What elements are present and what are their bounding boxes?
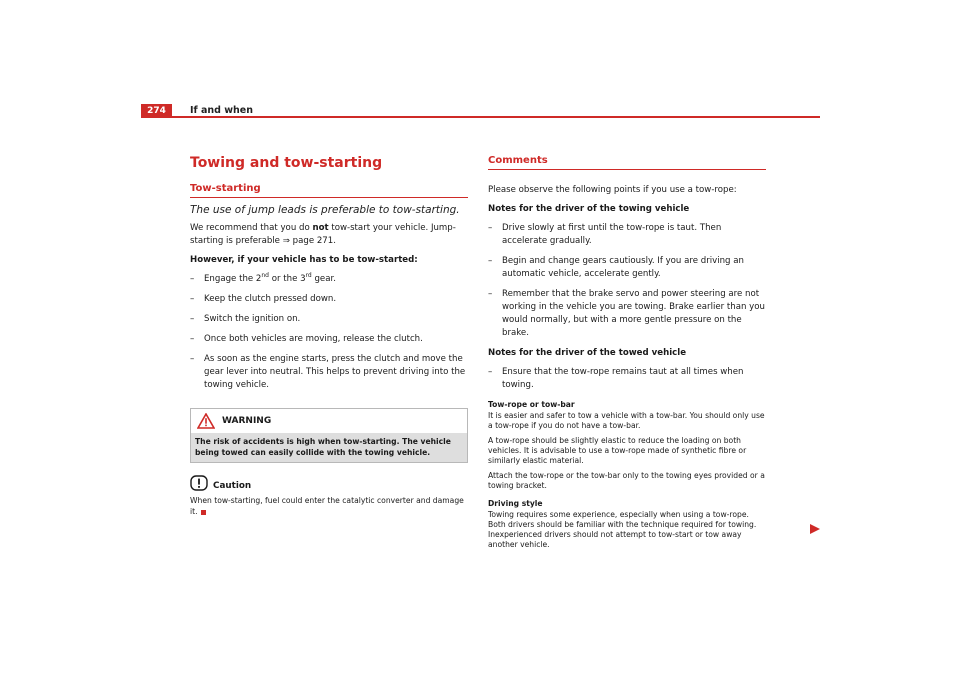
section-title: Towing and tow-starting [190, 155, 383, 171]
tow-rope-paragraph: Attach the tow-rope or the tow-bar only to the towing eyes provided or a towing bracket. [488, 471, 765, 490]
caution-header [190, 475, 468, 493]
caution-exclamation-icon [190, 475, 208, 491]
lead-text: The use of jump leads is preferable to tow-starting. [190, 204, 460, 216]
list-item: – Engage the 2nd or the 3rd gear. [190, 272, 336, 284]
comments-title: Comments [488, 154, 766, 170]
tow-rope-heading: Tow-rope or tow-bar [488, 400, 575, 409]
list-item: – As soon as the engine starts, press the clutch and move the gear lever into neutral. This helps to prevent driving into the towing vehicle. [190, 354, 466, 390]
caution-text: When tow-starting, fuel could enter the catalytic converter and damage it. [190, 496, 464, 516]
warning-title: WARNING [222, 416, 272, 426]
list-item: – Drive slowly at first until the tow-rope is taut. Then accelerate gradually. [488, 223, 722, 246]
subsection-title: Tow-starting [190, 182, 468, 198]
driving-style-heading: Driving style [488, 499, 543, 508]
left-column [190, 154, 468, 517]
steps-heading: However, if your vehicle has to be tow-started: [190, 255, 418, 265]
list-item: – Keep the clutch pressed down. [190, 294, 337, 304]
list-item: – Once both vehicles are moving, release the clutch. [190, 334, 423, 344]
driving-style-paragraph: Towing requires some experience, especially when using a tow-rope. Both drivers should be familiar with the technique required for towing. Inexperienced drivers should not attempt to tow-start or tow away another vehicle. [488, 510, 757, 549]
warning-box [190, 408, 468, 463]
page-reference-link[interactable]: page 271. [289, 236, 336, 246]
list-item: – Switch the ignition on. [190, 314, 301, 324]
header-rule [141, 116, 820, 118]
tow-rope-paragraph: It is easier and safer to tow a vehicle with a tow-bar. You should only use a tow-rope if you do not have a tow-bar. [488, 411, 765, 430]
caution-title: Caution [213, 481, 252, 491]
intro-paragraph: We recommend that you do not tow-start your vehicle. Jump-starting is preferable ⇒ page 271. [190, 223, 456, 246]
warning-text: The risk of accidents is high when tow-starting. The vehicle being towed can easily collide with the towing vehicle. [191, 433, 467, 462]
running-head: If and when [190, 105, 254, 116]
tow-rope-paragraph: A tow-rope should be slightly elastic to reduce the loading on both vehicles. It is advisable to use a tow-rope made of synthetic fibre or similarly elastic material. [488, 436, 747, 465]
end-of-section-square-icon [201, 510, 206, 515]
list-item: – Remember that the brake servo and power steering are not working in the vehicle you are towing. Brake earlier than you would normally, but with a more gentle pressure on the brake. [488, 289, 765, 338]
page-reference-arrow: ⇒ [282, 236, 290, 246]
comments-intro: Please observe the following points if you use a tow-rope: [488, 185, 737, 195]
towing-driver-heading: Notes for the driver of the towing vehicle [488, 204, 690, 214]
page-number: 274 [141, 104, 172, 118]
list-item: – Begin and change gears cautiously. If you are driving an automatic vehicle, accelerate gently. [488, 256, 744, 279]
warning-triangle-icon [197, 413, 215, 429]
right-column [488, 154, 766, 555]
list-item: – Ensure that the tow-rope remains taut at all times when towing. [488, 367, 744, 390]
continue-arrow-icon[interactable] [809, 523, 821, 535]
towed-driver-heading: Notes for the driver of the towed vehicle [488, 348, 687, 358]
